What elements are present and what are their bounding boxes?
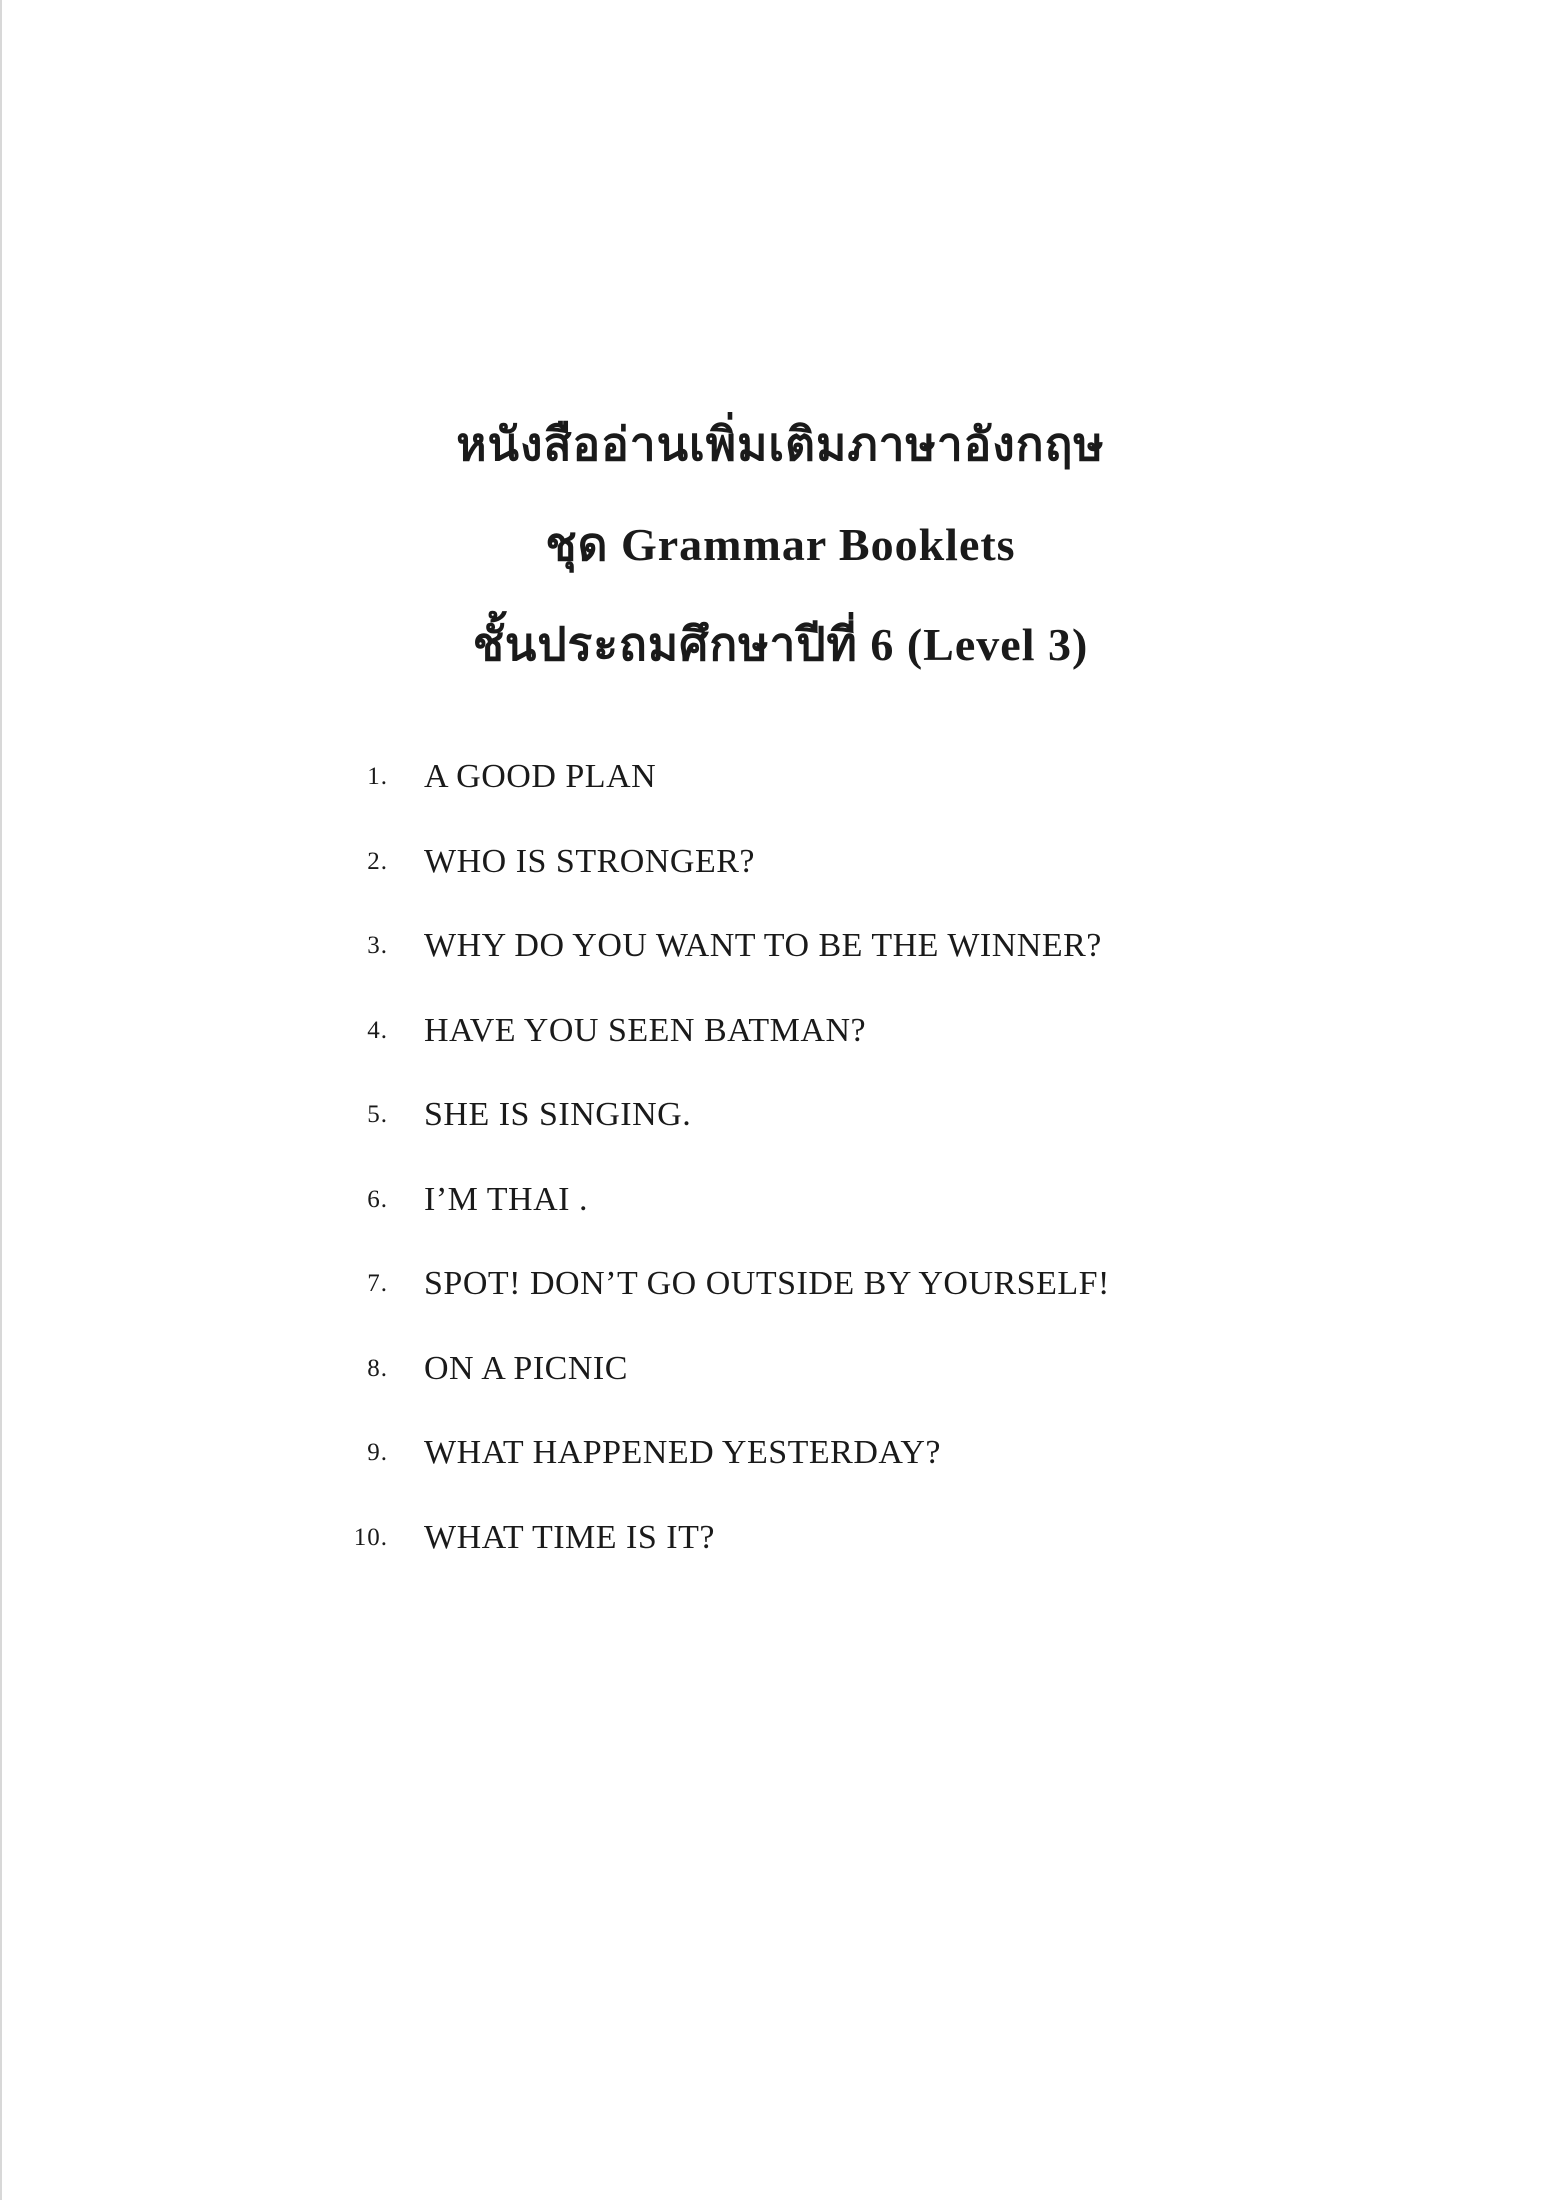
item-title: SPOT! DON’T GO OUTSIDE BY YOURSELF! [424, 1265, 1110, 1303]
title-line-1: หนังสืออ่านเพิ่มเติมภาษาอังกฤษ [456, 419, 1105, 470]
list-item [330, 1158, 1110, 1243]
item-number: 7. [367, 1270, 388, 1298]
item-title: ON A PICNIC [424, 1349, 628, 1387]
table-of-contents [330, 735, 1110, 1580]
item-title: I’M THAI . [424, 1180, 588, 1218]
page-edge [0, 0, 2, 2200]
list-item [330, 989, 1110, 1074]
item-number: 1. [367, 763, 388, 791]
title-block [0, 395, 1561, 695]
item-title: WHO IS STRONGER? [424, 842, 755, 880]
title-line-3: ชั้นประถมศึกษาปีที่ 6 (Level 3) [472, 619, 1089, 670]
item-number: 9. [367, 1439, 388, 1467]
item-number: 10. [353, 1523, 388, 1551]
list-item [330, 1242, 1110, 1327]
list-item [330, 1327, 1110, 1412]
item-title: SHE IS SINGING. [424, 1096, 692, 1134]
item-title: HAVE YOU SEEN BATMAN? [424, 1011, 867, 1049]
item-number: 6. [367, 1185, 388, 1213]
list-item [330, 1073, 1110, 1158]
item-title: WHAT HAPPENED YESTERDAY? [424, 1434, 941, 1472]
title-line-2: ชุด Grammar Booklets [545, 519, 1016, 570]
item-title: WHY DO YOU WANT TO BE THE WINNER? [424, 927, 1102, 965]
list-item [330, 735, 1110, 820]
list-item [330, 904, 1110, 989]
list-item [330, 1411, 1110, 1496]
list-item [330, 1496, 1110, 1581]
item-title: WHAT TIME IS IT? [424, 1518, 715, 1556]
item-number: 8. [367, 1354, 388, 1382]
item-number: 2. [367, 847, 388, 875]
item-number: 4. [367, 1016, 388, 1044]
item-number: 3. [367, 932, 388, 960]
list-item [330, 820, 1110, 905]
item-number: 5. [367, 1101, 388, 1129]
item-title: A GOOD PLAN [424, 758, 657, 796]
